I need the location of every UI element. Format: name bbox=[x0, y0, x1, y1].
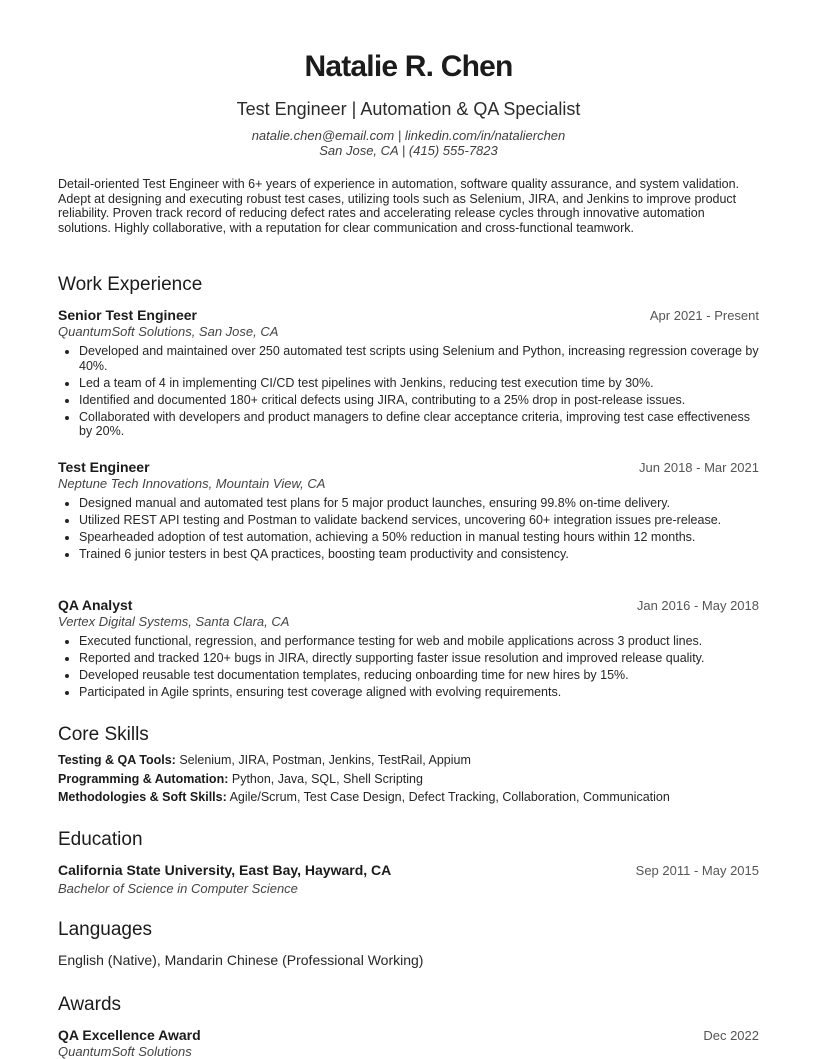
job-bullets bbox=[58, 496, 759, 564]
job-bullet: • Collaborated with developers and product managers to define clear acceptance criteria, improving test case effectiveness by 20%. bbox=[79, 410, 759, 439]
skill-value: Python, Java, SQL, Shell Scripting bbox=[231, 772, 423, 786]
section-title-work-experience: Work Experience bbox=[58, 274, 203, 295]
section-title-education: Education bbox=[58, 829, 143, 850]
job-bullet: • Utilized REST API testing and Postman to validate backend services, uncovering 60+ integration issues pre-release. bbox=[79, 513, 759, 528]
education-school: California State University, East Bay, Hayward, CA bbox=[58, 862, 392, 878]
section-title-core-skills: Core Skills bbox=[58, 724, 149, 745]
skill-label: Programming & Automation: bbox=[58, 772, 229, 786]
job-company: Vertex Digital Systems, Santa Clara, CA bbox=[58, 614, 290, 629]
award-date: Dec 2022 bbox=[703, 1028, 759, 1043]
job-bullet: • Led a team of 4 in implementing CI/CD test pipelines with Jenkins, reducing test execution time by 30%. bbox=[79, 376, 759, 391]
education-dates: Sep 2011 - May 2015 bbox=[635, 863, 759, 878]
award-org: QuantumSoft Solutions bbox=[58, 1044, 192, 1059]
skill-line bbox=[58, 772, 423, 786]
skill-label: Testing & QA Tools: bbox=[58, 753, 176, 767]
job-title: Test Engineer bbox=[58, 459, 150, 475]
contact-email-linkedin: natalie.chen@email.com | linkedin.com/in/natalierchen bbox=[251, 128, 566, 143]
candidate-name: Natalie R. Chen bbox=[304, 50, 513, 83]
languages-text: English (Native), Mandarin Chinese (Professional Working) bbox=[58, 952, 424, 968]
skill-label: Methodologies & Soft Skills: bbox=[58, 790, 227, 804]
job-title: Senior Test Engineer bbox=[58, 307, 197, 323]
skill-value: Selenium, JIRA, Postman, Jenkins, TestRail, Appium bbox=[179, 753, 471, 767]
section-title-awards: Awards bbox=[58, 994, 122, 1015]
section-title-languages: Languages bbox=[58, 919, 153, 940]
headline: Test Engineer | Automation & QA Specialist bbox=[236, 99, 581, 119]
job-dates: Jan 2016 - May 2018 bbox=[636, 598, 759, 613]
job-bullet: • Reported and tracked 120+ bugs in JIRA, directly supporting faster issue resolution and improved release quality. bbox=[79, 651, 759, 666]
job-company: QuantumSoft Solutions, San Jose, CA bbox=[58, 324, 279, 339]
job-bullet: • Identified and documented 180+ critical defects using JIRA, contributing to a 25% drop in post-release issues. bbox=[79, 393, 759, 408]
skill-line bbox=[58, 790, 670, 804]
skill-line bbox=[58, 753, 471, 767]
award-title: QA Excellence Award bbox=[58, 1027, 201, 1043]
job-bullets bbox=[58, 634, 759, 702]
job-title: QA Analyst bbox=[58, 597, 133, 613]
job-bullet: • Developed reusable test documentation templates, reducing onboarding time for new hires by 15%. bbox=[79, 668, 759, 683]
job-bullet: • Spearheaded adoption of test automation, achieving a 50% reduction in manual testing hours within 12 months. bbox=[79, 530, 759, 545]
job-bullet: • Designed manual and automated test plans for 5 major product launches, ensuring 99.8% on-time delivery. bbox=[79, 496, 759, 511]
job-bullet: • Participated in Agile sprints, ensuring test coverage aligned with evolving requirements. bbox=[79, 685, 759, 700]
job-bullet: • Developed and maintained over 250 automated test scripts using Selenium and Python, increasing regression coverage by 40%. bbox=[79, 344, 759, 373]
job-dates: Apr 2021 - Present bbox=[649, 308, 759, 323]
skill-value: Agile/Scrum, Test Case Design, Defect Tracking, Collaboration, Communication bbox=[229, 790, 670, 804]
job-company: Neptune Tech Innovations, Mountain View, CA bbox=[58, 476, 326, 491]
job-bullet: • Trained 6 junior testers in best QA practices, boosting team productivity and consistency. bbox=[79, 547, 759, 562]
professional-summary: Detail-oriented Test Engineer with 6+ years of experience in automation, software quality assurance, and system validation. Adept at designing and executing robust test cases, utilizing tools such as Selenium, JIRA, and Jenkins to improve product reliability. Proven track record of reducing defect rates and accelerating release cycles through innovative automation solutions. Highly collaborative, with a reputation for clear communication and cross-functional teamwork. bbox=[58, 177, 740, 235]
contact-location-phone: San Jose, CA | (415) 555-7823 bbox=[319, 143, 498, 158]
job-bullets bbox=[58, 344, 759, 441]
job-bullet: • Executed functional, regression, and performance testing for web and mobile applications across 3 product lines. bbox=[79, 634, 759, 649]
job-dates: Jun 2018 - Mar 2021 bbox=[639, 460, 759, 475]
education-degree: Bachelor of Science in Computer Science bbox=[58, 881, 298, 896]
